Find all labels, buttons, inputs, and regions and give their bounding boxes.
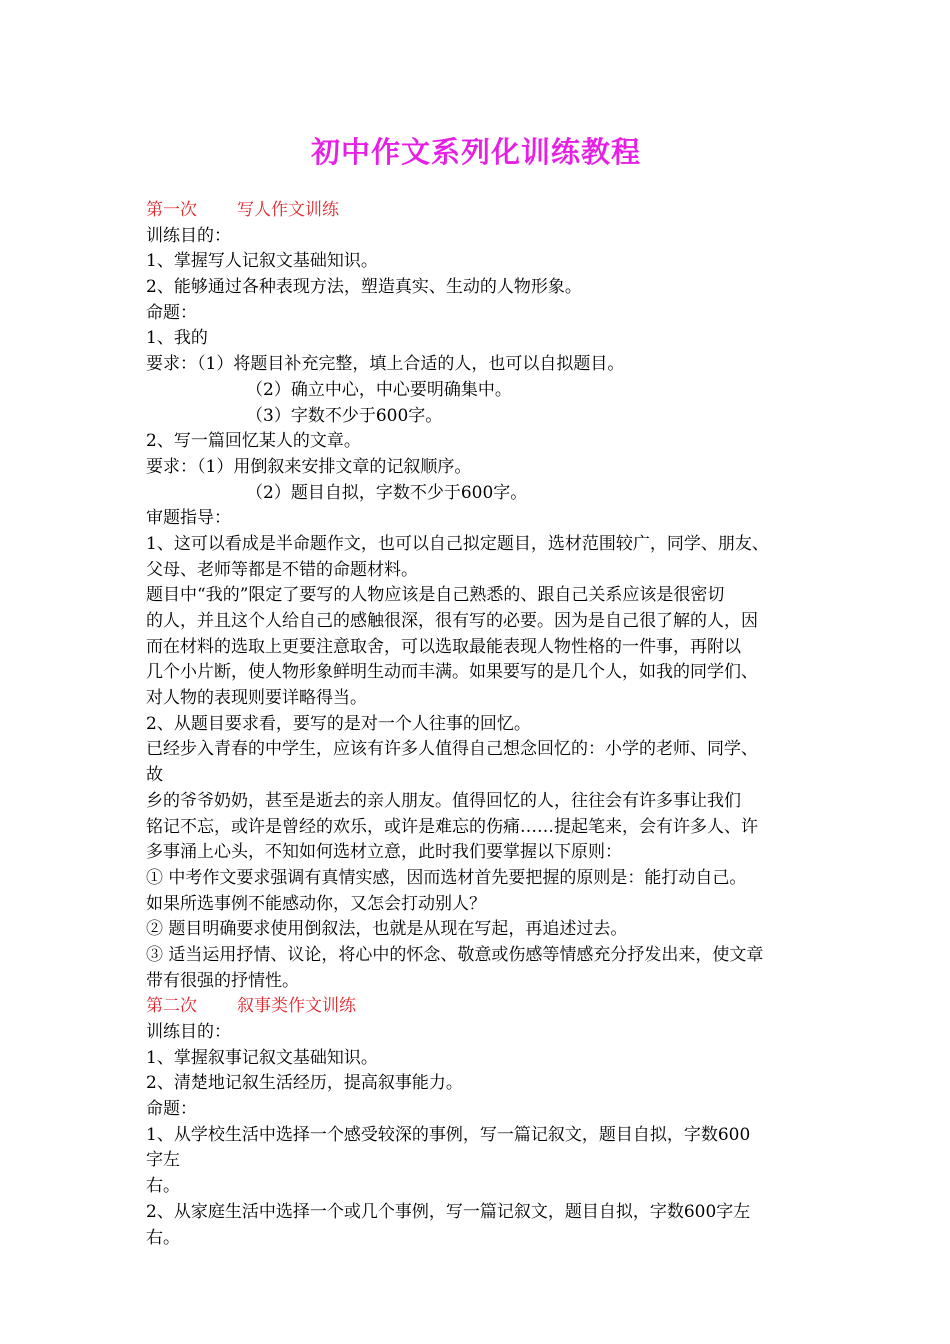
text-line: 铭记不忘，或许是曾经的欢乐，或许是难忘的伤痛……提起笔来，会有许多人、许 bbox=[146, 816, 758, 837]
document-body bbox=[146, 198, 811, 1251]
text-line: 审题指导： bbox=[146, 508, 231, 529]
section-title: 写人作文训练 bbox=[237, 200, 339, 220]
text-line: 命题： bbox=[146, 1099, 197, 1120]
text-line: 2、从题目要求看，要写的是对一个人往事的回忆。 bbox=[146, 713, 531, 734]
text-line: 而在材料的选取上更要注意取舍，可以选取最能表现人物性格的一件事，再附以 bbox=[146, 636, 741, 657]
text-line: 2、写一篇回忆某人的文章。 bbox=[146, 431, 361, 452]
text-line: ③ 适当运用抒情、议论，将心中的怀念、敬意或伤感等情感充分抒发出来，使文章 bbox=[146, 944, 764, 965]
text-line: 的人，并且这个人给自己的感触很深，很有写的必要。因为是自己很了解的人，因 bbox=[146, 611, 758, 631]
text-line: 2、能够通过各种表现方法，塑造真实、生动的人物形象。 bbox=[146, 277, 582, 298]
text-line: ② 题目明确要求使用倒叙法，也就是从现在写起，再追述过去。 bbox=[146, 919, 628, 940]
text-line: 1、从学校生活中选择一个感受较深的事例，写一篇记叙文，题目自拟，字数600 bbox=[146, 1124, 751, 1145]
text-line: （2）题目自拟，字数不少于600字。 bbox=[246, 482, 528, 503]
text-line: 带有很强的抒情性。 bbox=[146, 970, 299, 991]
text-line: 父母、老师等都是不错的命题材料。 bbox=[146, 559, 418, 580]
text-line: 右。 bbox=[146, 1176, 180, 1197]
text-line: 题目中“我的”限定了要写的人物应该是自己熟悉的、跟自己关系应该是很密切 bbox=[146, 585, 725, 606]
text-line: （2）确立中心，中心要明确集中。 bbox=[246, 379, 512, 400]
text-line: 训练目的： bbox=[146, 1022, 231, 1042]
text-line: 字左 bbox=[146, 1150, 180, 1171]
text-line: 几个小片断，使人物形象鲜明生动而丰满。如果要写的是几个人，如我的同学们、 bbox=[146, 662, 758, 683]
text-line: 要求：（1）用倒叙来安排文章的记叙顺序。 bbox=[146, 456, 472, 477]
text-line: （3）字数不少于600字。 bbox=[246, 405, 443, 426]
text-line: 乡的爷爷奶奶，甚至是逝去的亲人朋友。值得回忆的人，往往会有许多事让我们 bbox=[146, 790, 741, 811]
text-line: 命题： bbox=[146, 302, 197, 323]
section-heading-2 bbox=[146, 994, 811, 1020]
text-line: 1、这可以看成是半命题作文，也可以自己拟定题目，选材范围较广，同学、朋友、 bbox=[146, 533, 769, 554]
section-number: 第二次 bbox=[146, 996, 197, 1017]
text-line: ① 中考作文要求强调有真情实感，因而选材首先要把握的原则是：能打动自己。 bbox=[146, 867, 747, 888]
text-line: 如果所选事例不能感动你，又怎会打动别人？ bbox=[146, 893, 486, 914]
text-line: 多事涌上心头，不知如何选材立意，此时我们要掌握以下原则： bbox=[146, 842, 622, 863]
text-line: 1、掌握写人记叙文基础知识。 bbox=[146, 251, 378, 272]
text-line: 右。 bbox=[146, 1227, 180, 1248]
text-line: 训练目的： bbox=[146, 225, 231, 246]
text-line: 2、清楚地记叙生活经历，提高叙事能力。 bbox=[146, 1073, 463, 1094]
document-title: 初中作文系列化训练教程 bbox=[310, 135, 641, 169]
text-line: 故 bbox=[146, 765, 163, 786]
text-line: 已经步入青春的中学生，应该有许多人值得自己想念回忆的：小学的老师、同学、 bbox=[146, 739, 758, 760]
section-number: 第一次 bbox=[146, 200, 197, 220]
text-line: 1、我的 bbox=[146, 328, 208, 349]
text-line: 1、掌握叙事记叙文基础知识。 bbox=[146, 1047, 378, 1068]
section-heading-1 bbox=[146, 198, 811, 224]
text-line: 2、从家庭生活中选择一个或几个事例，写一篇记叙文，题目自拟，字数600字左 bbox=[146, 1201, 751, 1222]
text-line: 对人物的表现则要详略得当。 bbox=[146, 688, 367, 709]
text-line: 要求：（1）将题目补充完整，填上合适的人，也可以自拟题目。 bbox=[146, 354, 625, 375]
section-title: 叙事类作文训练 bbox=[237, 996, 356, 1017]
